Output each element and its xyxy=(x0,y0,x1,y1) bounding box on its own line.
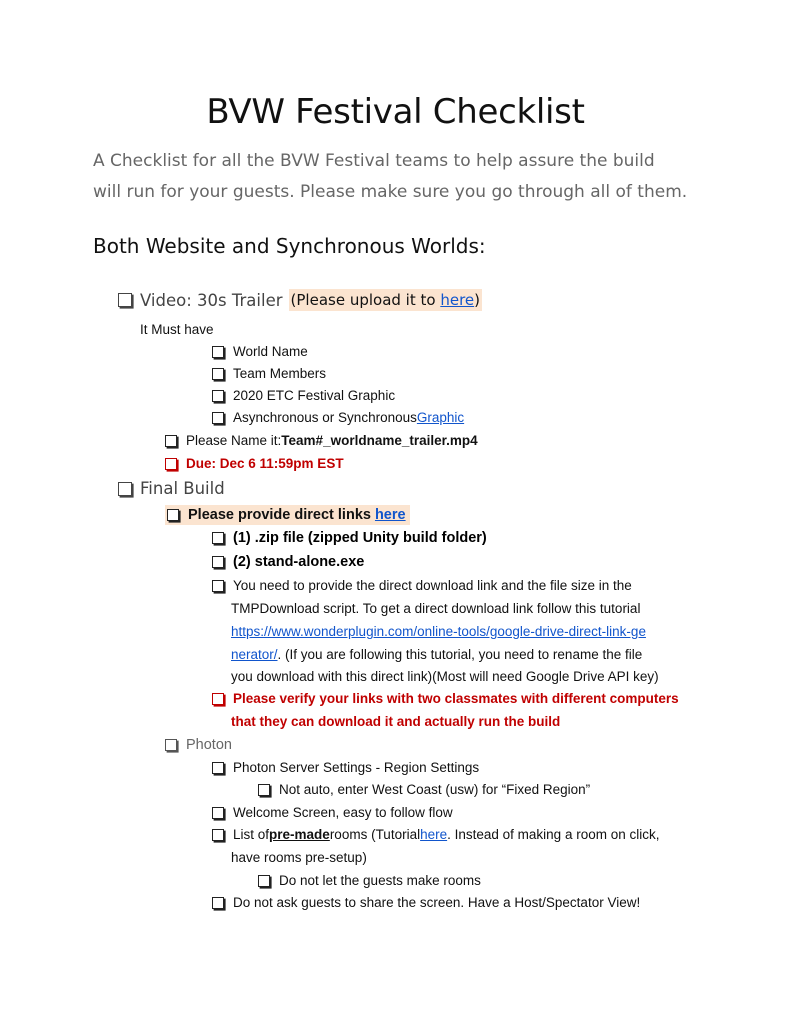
graphic-link[interactable]: Graphic xyxy=(416,410,465,425)
checkbox-icon[interactable] xyxy=(258,784,270,796)
subtitle-line-1: A Checklist for all the BVW Festival teams to help assure the build xyxy=(93,151,655,171)
checkbox-icon[interactable] xyxy=(258,875,270,887)
checklist-item-world-name: World Name xyxy=(212,344,308,359)
checkbox-icon[interactable] xyxy=(212,693,224,705)
checklist-item-not-auto: Not auto, enter West Coast (usw) for “Fixed Region” xyxy=(258,782,590,797)
checklist-item-name-it: Please Name it: Team#_worldname_trailer.mp4 xyxy=(165,433,478,448)
page-title: BVW Festival Checklist xyxy=(206,92,585,132)
filename-value: Team#_worldname_trailer.mp4 xyxy=(281,433,478,448)
checklist-item-async-graphic: Asynchronous or Synchronous Graphic xyxy=(212,410,464,425)
checkbox-icon[interactable] xyxy=(212,897,224,909)
tutorial-link[interactable]: https://www.wonderplugin.com/online-tools/google-drive-direct-link-ge xyxy=(231,624,646,639)
checklist-item-provide-links: Please provide direct links here xyxy=(165,505,410,525)
room-list-line-2: have rooms pre-setup) xyxy=(231,850,367,865)
checkbox-icon[interactable] xyxy=(165,458,177,470)
checklist-item-video xyxy=(118,289,482,311)
checkbox-icon[interactable] xyxy=(118,482,132,496)
checklist-item-zip: (1) .zip file (zipped Unity build folder) xyxy=(212,530,487,546)
upload-link[interactable]: here xyxy=(440,291,475,309)
direct-download-line-2: TMPDownload script. To get a direct download link follow this tutorial xyxy=(231,601,641,616)
checklist-item-no-guest-rooms: Do not let the guests make rooms xyxy=(258,873,481,888)
checklist-item-verify: Please verify your links with two classmates with different computers xyxy=(212,691,679,706)
checklist-item-exe: (2) stand-alone.exe xyxy=(212,554,364,570)
checklist-item-photon: Photon xyxy=(165,737,232,753)
tutorial-link-end[interactable]: nerator/ xyxy=(231,647,278,662)
upload-note: (Please upload it to here) xyxy=(290,291,480,309)
checkbox-icon[interactable] xyxy=(212,762,224,774)
checklist-item-final-build: Final Build xyxy=(118,479,225,498)
must-have-label: It Must have xyxy=(140,322,214,337)
direct-download-line-5: you download with this direct link)(Most will need Google Drive API key) xyxy=(231,669,659,684)
checkbox-icon[interactable] xyxy=(212,390,224,402)
checklist-item-direct-download: You need to provide the direct download link and the file size in the xyxy=(212,578,632,593)
checkbox-icon[interactable] xyxy=(118,293,132,307)
checkbox-icon[interactable] xyxy=(165,435,177,447)
checkbox-icon[interactable] xyxy=(212,580,224,592)
checkbox-icon[interactable] xyxy=(212,368,224,380)
checklist-item-festival-graphic: 2020 ETC Festival Graphic xyxy=(212,388,395,403)
provide-links-link[interactable]: here xyxy=(374,507,406,523)
checkbox-icon[interactable] xyxy=(212,532,224,544)
checklist-item-room-list: List of pre-made rooms (Tutorial here . Instead of making a room on click, xyxy=(212,827,659,842)
checklist-item-due: Due: Dec 6 11:59pm EST xyxy=(165,456,344,471)
checkbox-icon[interactable] xyxy=(212,807,224,819)
subtitle-line-2: will run for your guests. Please make sure you go through all of them. xyxy=(93,182,688,202)
direct-download-line-4: nerator/. (If you are following this tutorial, you need to rename the file xyxy=(231,647,643,662)
verify-line-2: that they can download it and actually run the build xyxy=(231,714,561,729)
room-tutorial-link[interactable]: here xyxy=(420,827,448,842)
checkbox-icon[interactable] xyxy=(212,829,224,841)
checkbox-icon[interactable] xyxy=(167,509,179,521)
video-label: Video: 30s Trailer xyxy=(140,290,283,310)
checkbox-icon[interactable] xyxy=(212,346,224,358)
checklist-item-no-screen-share: Do not ask guests to share the screen. Have a Host/Spectator View! xyxy=(212,895,640,910)
section-heading: Both Website and Synchronous Worlds: xyxy=(93,234,486,258)
checkbox-icon[interactable] xyxy=(165,739,177,751)
checklist-item-welcome: Welcome Screen, easy to follow flow xyxy=(212,805,453,820)
checklist-item-team-members: Team Members xyxy=(212,366,326,381)
checkbox-icon[interactable] xyxy=(212,556,224,568)
checkbox-icon[interactable] xyxy=(212,412,224,424)
checklist-item-server-settings: Photon Server Settings - Region Settings xyxy=(212,760,479,775)
direct-download-line-3 xyxy=(231,624,646,639)
